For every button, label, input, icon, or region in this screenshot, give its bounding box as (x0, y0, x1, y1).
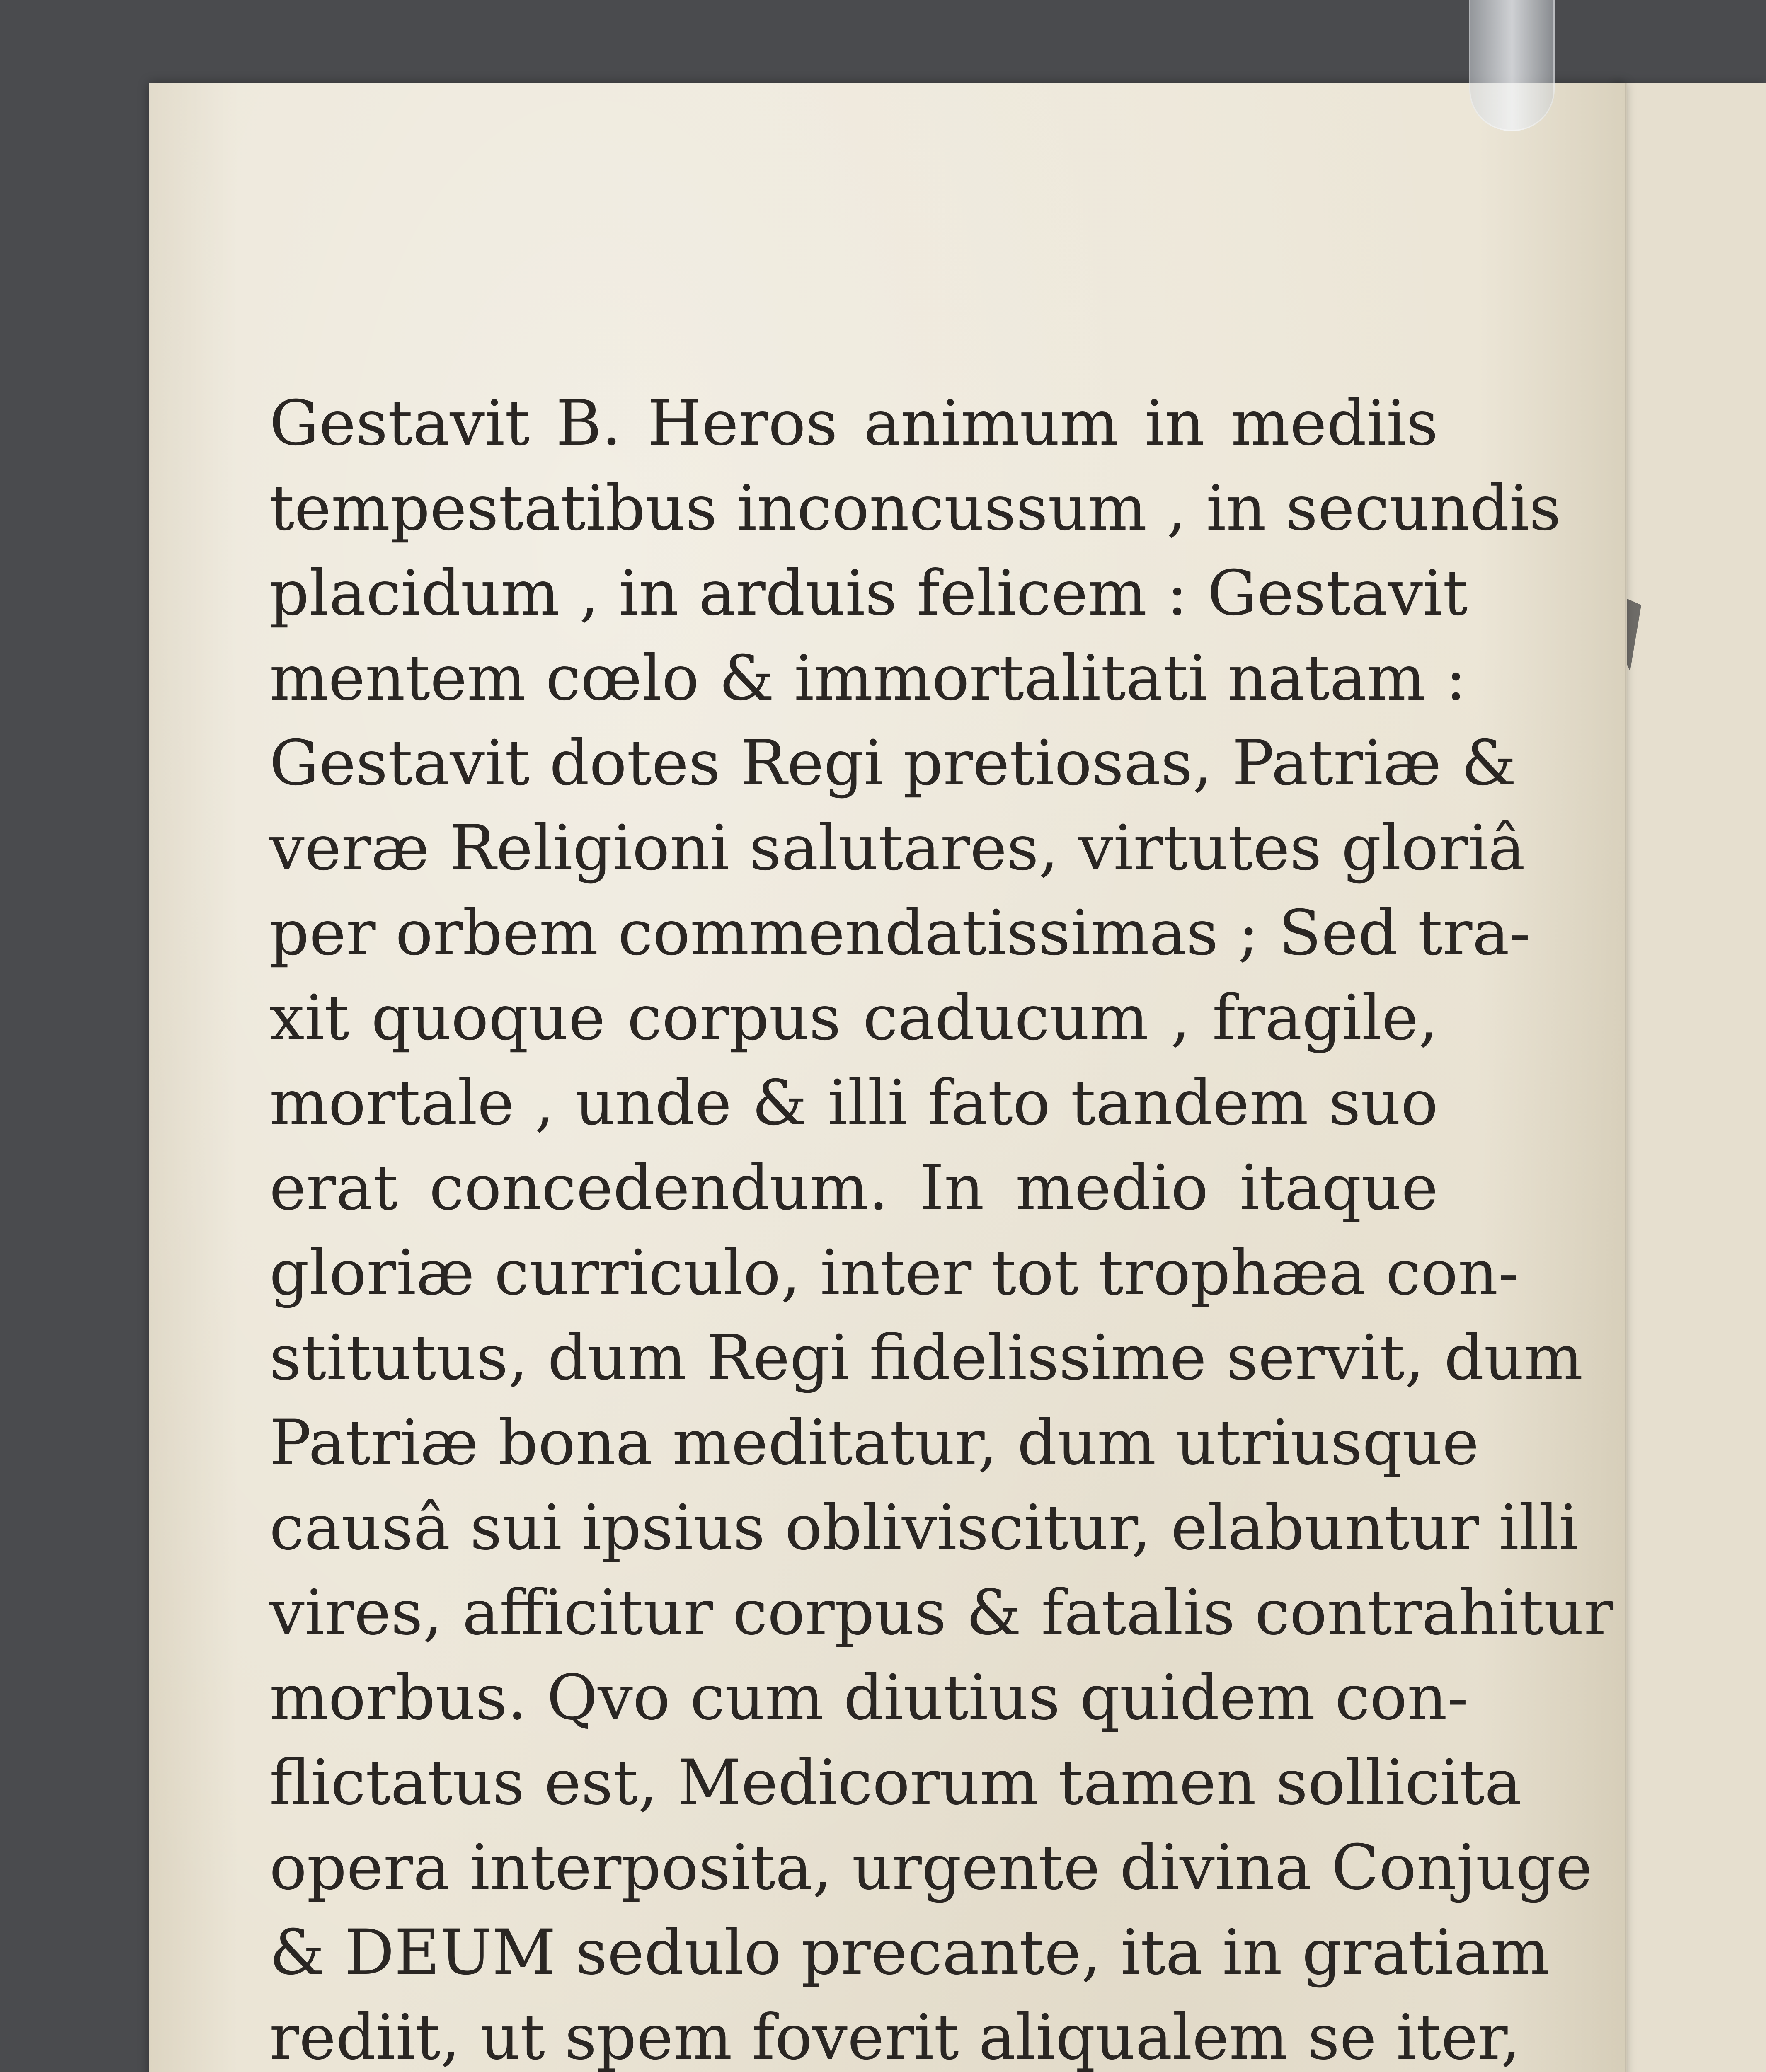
adjacent-page (1616, 83, 1766, 2072)
text-line: veræ Religioni salutares, virtutes gloriâ (269, 812, 1526, 884)
text-line: vires, afficitur corpus & fatalis contrahitur (269, 1577, 1614, 1649)
text-line: & DEUM sedulo precante, ita in gratiam (269, 1917, 1550, 1989)
text-line: gloriæ curriculo, inter tot trophæa con- (269, 1237, 1519, 1309)
text-line: Gestavit B. Heros animum in mediis (269, 387, 1438, 460)
book-clip-top (1469, 0, 1555, 131)
text-line: Patriæ bona meditatur, dum utriusque (269, 1407, 1479, 1479)
book-page (149, 83, 1625, 2072)
text-line: flictatus est, Medicorum tamen sollicita (269, 1747, 1522, 1819)
page-gutter (1625, 83, 1627, 2072)
text-line: rediit, ut spem foverit aliqualem se iter, (269, 2002, 1521, 2072)
text-line: morbus. Qvo cum diutius quidem con- (269, 1662, 1468, 1734)
text-line: Gestavit dotes Regi pretiosas, Patriæ & (269, 727, 1516, 799)
text-line: stitutus, dum Regi fidelissime servit, dum (269, 1322, 1583, 1394)
text-line: placidum , in arduis felicem : Gestavit (269, 557, 1468, 629)
page-text (269, 381, 1614, 2072)
text-line: opera interposita, urgente divina Conjuge (269, 1832, 1593, 1904)
text-line: tempestatibus inconcussum , in secundis (269, 472, 1561, 545)
text-line: mortale , unde & illi fato tandem suo (269, 1067, 1438, 1139)
text-line: causâ sui ipsius obliviscitur, elabuntur illi (269, 1492, 1579, 1564)
text-line: mentem cœlo & immortalitati natam : (269, 642, 1467, 714)
text-line: xit quoque corpus caducum , fragile, (269, 982, 1438, 1054)
text-line: per orbem commendatissimas ; Sed tra- (269, 897, 1531, 969)
text-line: erat concedendum. In medio itaque (269, 1152, 1438, 1224)
